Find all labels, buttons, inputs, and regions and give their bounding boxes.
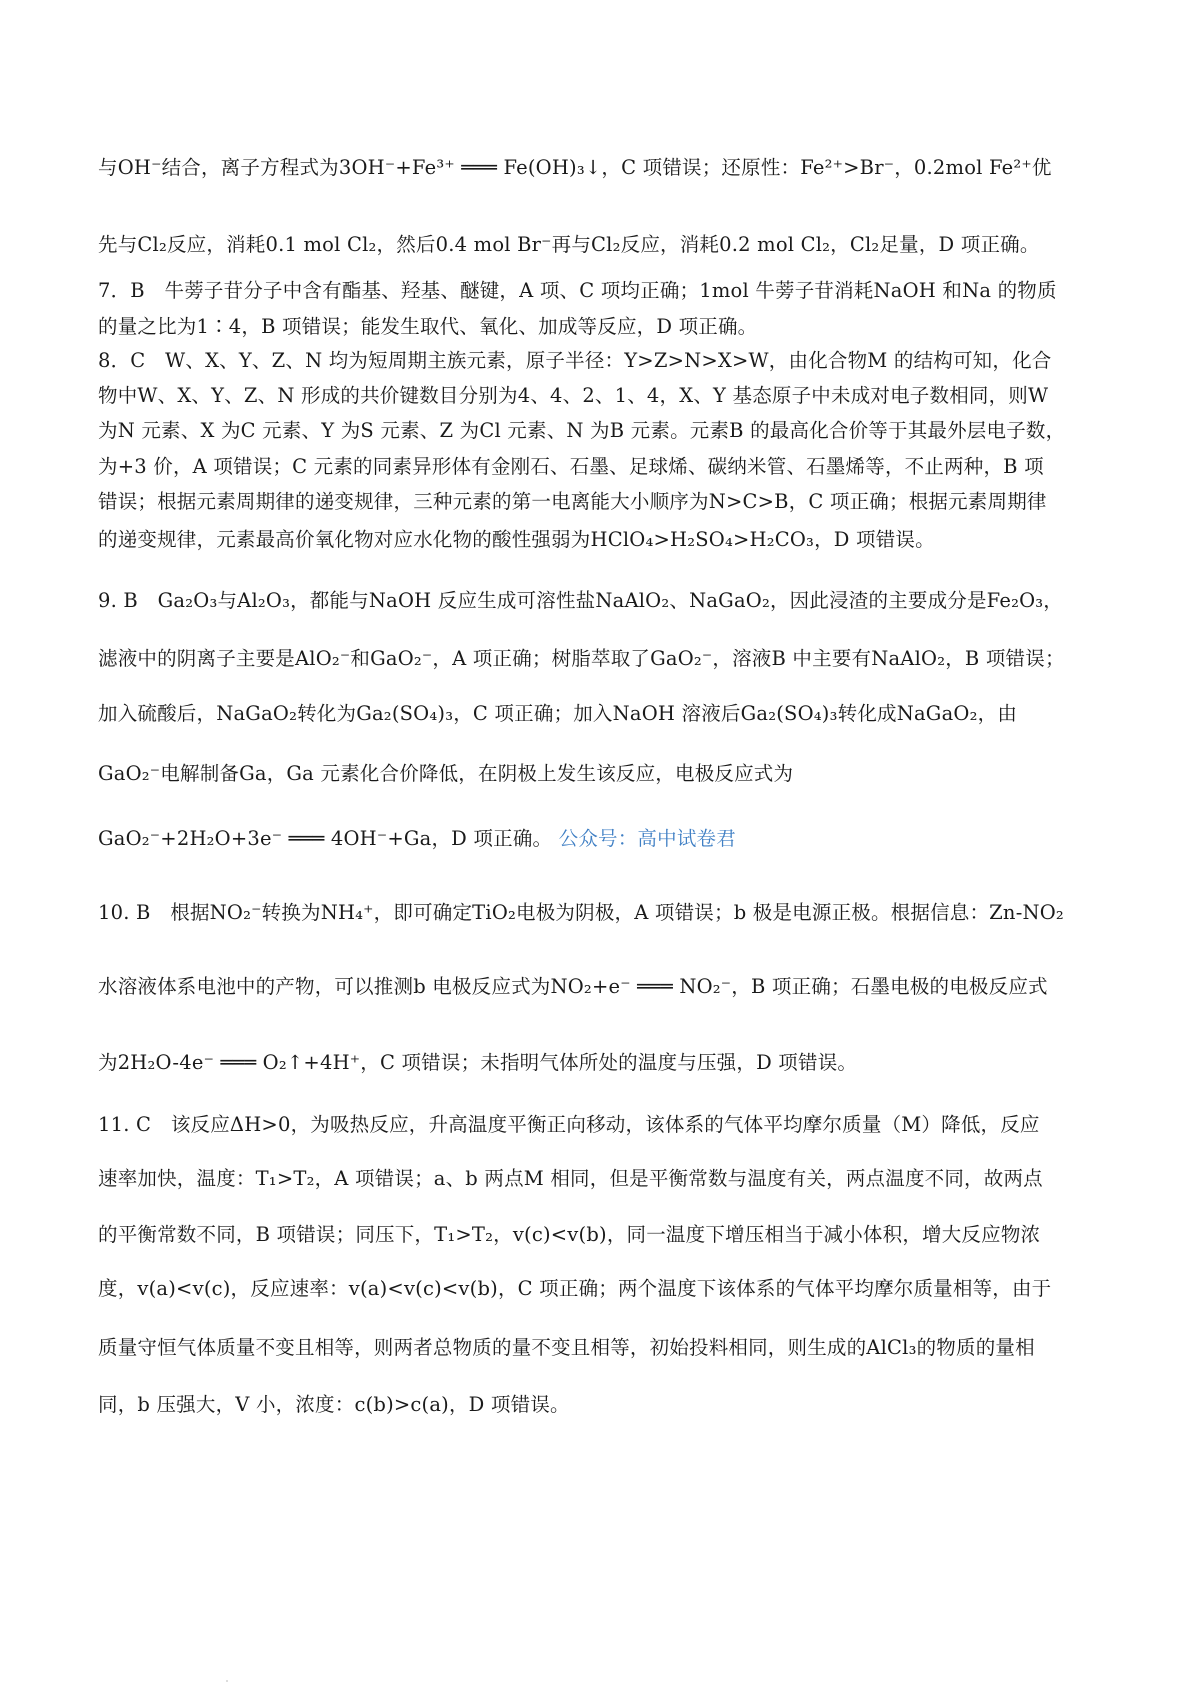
equation-text: GaO₂⁻+2H₂O+3e⁻ ═══ 4OH⁻+Ga，D 项正确。 <box>98 827 553 850</box>
text-line: 为+3 价，A 项错误；C 元素的同素异形体有金刚石、石墨、足球烯、碳纳米管、石墨烯等，不止两种，B 项 <box>98 455 1044 478</box>
text-line: 的递变规律，元素最高价氧化物对应水化物的酸性强弱为HClO₄>H₂SO₄>H₂CO₃，D 项错误。 <box>98 528 935 551</box>
text-line: 度，v(a)<v(c)，反应速率：v(a)<v(c)<v(b)，C 项正确；两个温度下该体系的气体平均摩尔质量相等，由于 <box>98 1277 1052 1300</box>
text-line: 为N 元素、X 为C 元素、Y 为S 元素、Z 为Cl 元素、N 为B 元素。元素B 的最高化合价等于其最外层电子数， <box>98 419 1066 442</box>
text-line: GaO₂⁻电解制备Ga，Ga 元素化合价降低，在阴极上发生该反应，电极反应式为 <box>98 762 794 785</box>
text-line: 的平衡常数不同，B 项错误；同压下，T₁>T₂，v(c)<v(b)，同一温度下增压相当于减小体积，增大反应物浓 <box>98 1223 1041 1246</box>
text-line: 错误；根据元素周期律的递变规律，三种元素的第一电离能大小顺序为N>C>B，C 项正确；根据元素周期律 <box>98 490 1047 513</box>
text-line <box>98 823 1110 851</box>
text-line: 的量之比为1∶4，B 项错误；能发生取代、氧化、加成等反应，D 项正确。 <box>98 315 758 338</box>
text-line: 质量守恒气体质量不变且相等，则两者总物质的量不变且相等，初始投料相同，则生成的AlCl₃的物质的量相 <box>98 1336 1035 1359</box>
text-line: 物中W、X、Y、Z、N 形成的共价键数目分别为4、4、2、1、4，X、Y 基态原子中未成对电子数相同，则W <box>98 384 1049 407</box>
text-line: 先与Cl₂反应，消耗0.1 mol Cl₂，然后0.4 mol Br⁻再与Cl₂反应，消耗0.2 mol Cl₂，Cl₂足量，D 项正确。 <box>98 233 1040 256</box>
text-line: 加入硫酸后，NaGaO₂转化为Ga₂(SO₄)₃，C 项正确；加入NaOH 溶液后Ga₂(SO₄)₃转化成NaGaO₂，由 <box>98 702 1018 725</box>
text-line: 7．B 牛蒡子苷分子中含有酯基、羟基、醚键，A 项、C 项均正确；1mol 牛蒡子苷消耗NaOH 和Na 的物质 <box>98 279 1057 302</box>
text-line: 10. B 根据NO₂⁻转换为NH₄⁺，即可确定TiO₂电极为阴极，A 项错误；b 极是电源正极。根据信息：Zn-NO₂ <box>98 901 1064 924</box>
text-line: 同，b 压强大，V 小，浓度：c(b)>c(a)，D 项错误。 <box>98 1393 570 1416</box>
text-line: 速率加快，温度：T₁>T₂，A 项错误；a、b 两点M 相同，但是平衡常数与温度有关，两点温度不同，故两点 <box>98 1167 1043 1190</box>
text-line: 9. B Ga₂O₃与Al₂O₃，都能与NaOH 反应生成可溶性盐NaAlO₂、NaGaO₂，因此浸渣的主要成分是Fe₂O₃， <box>98 589 1064 612</box>
watermark-link[interactable]: 公众号：高中试卷君 <box>558 827 736 850</box>
page-mark <box>226 1680 228 1682</box>
text-line: 11. C 该反应ΔH>0，为吸热反应，升高温度平衡正向移动，该体系的气体平均摩尔质量（M）降低，反应 <box>98 1113 1040 1136</box>
text-line: 滤液中的阴离子主要是AlO₂⁻和GaO₂⁻，A 项正确；树脂萃取了GaO₂⁻，溶液B 中主要有NaAlO₂，B 项错误； <box>98 647 1065 670</box>
text-line: 与OH⁻结合，离子方程式为3OH⁻+Fe³⁺ ═══ Fe(OH)₃↓，C 项错误；还原性：Fe²⁺>Br⁻，0.2mol Fe²⁺优 <box>98 156 1052 179</box>
text-line: 为2H₂O-4e⁻ ═══ O₂↑+4H⁺，C 项错误；未指明气体所处的温度与压强，D 项错误。 <box>98 1051 858 1074</box>
text-line: 水溶液体系电池中的产物，可以推测b 电极反应式为NO₂+e⁻ ═══ NO₂⁻，B 项正确；石墨电极的电极反应式 <box>98 975 1048 998</box>
text-line: 8．C W、X、Y、Z、N 均为短周期主族元素，原子半径：Y>Z>N>X>W，由化合物M 的结构可知，化合 <box>98 349 1052 372</box>
